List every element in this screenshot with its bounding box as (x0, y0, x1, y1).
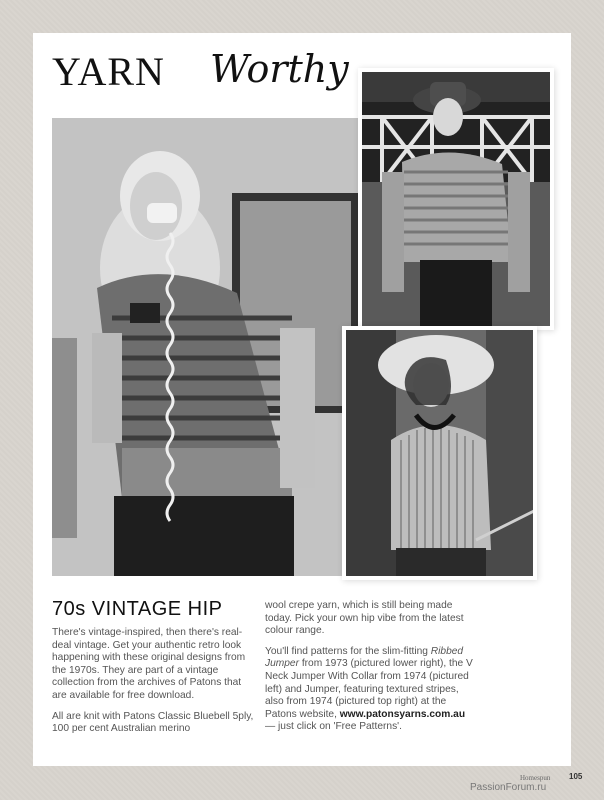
col2-text-d: — just click on 'Free Patterns'. (265, 721, 402, 733)
footer-magazine-name: Homespun (520, 774, 551, 782)
watermark: PassionForum.ru (470, 782, 547, 793)
photo-woman-ribbed-jumper (346, 330, 533, 576)
footer-page-number: 105 (569, 772, 583, 781)
photo-woman-striped-jumper (362, 72, 550, 326)
title-worthy: Worthy (210, 47, 349, 91)
col1-paragraph-1: There's vintage-inspired, then there's real-deal vintage. Get your authentic retro look happening with these original designs from the 1970s. They are part of a vintage collection from the archives of Patons that are available for free download. (52, 627, 246, 701)
patons-website-link[interactable]: www.patonsyarns.com.au (339, 708, 466, 720)
col2-paragraph-2 (265, 646, 475, 734)
title-yarn: YARN (52, 49, 165, 94)
text-column-1 (52, 627, 257, 744)
col2-text-c: from 1973 (pictured lower right), the V Neck Jumper With Collar from 1974 (pictured left) and Jumper, featuring textured stripes, also from 1974 (pictured top right) at the Patons website, (265, 658, 473, 720)
col2-text-a: You'll find patterns for the slim-fitting (265, 645, 431, 657)
photo-woman-phone (52, 118, 359, 576)
article-heading: 70s VINTAGE HIP (52, 598, 223, 620)
col1-paragraph-2: All are knit with Patons Classic Bluebell 5ply, 100 per cent Australian merino (52, 710, 254, 735)
text-column-2 (265, 600, 475, 742)
ribbed-jumper-title: Ribbed Jumper (265, 645, 464, 670)
col2-paragraph-1: wool crepe yarn, which is still being made today. Pick your own hip vibe from the latest colour range. (265, 600, 464, 637)
